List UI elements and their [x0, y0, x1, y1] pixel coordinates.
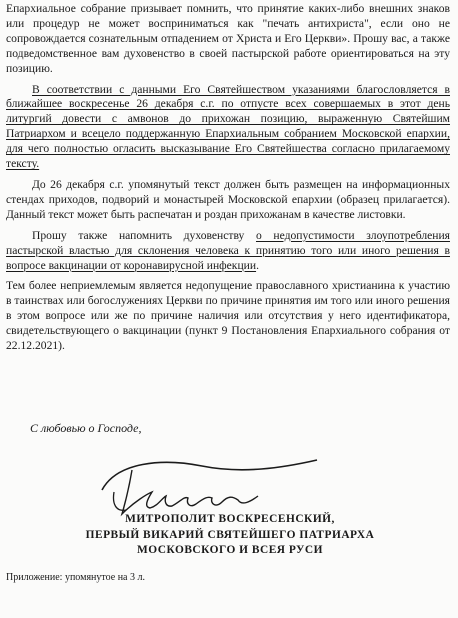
paragraph-blessing-instruction: В соответствии с данными Его Святейшеством указаниями благословляется в ближайшее воскресенье 26 декабря с.г. по отпусте всех совершаемых в этот день литургий довести с амвонов до прихожан позицию, выраженную Святейшим Патриархом и всецело поддержанную Епархиальным собранием Московской епархии, для чего полностью огласить высказывание Его Святейшества согласно прилагаемому тексту. — [6, 82, 450, 171]
paragraph-sacraments: Тем более неприемлемым является недопущение православного христианина к участию в таинствах или богослужениях Церкви по причине принятия им того или иного решения в этом вопросе или же по причине наличия или отсутствия у него идентификатора, свидетельствующего о вакцинации (пункт 9 Постановления Епархиального собрания от 22.12.2021). — [6, 279, 450, 353]
reminder-intro: Прошу также напомнить духовенству — [32, 228, 256, 242]
signatory-title — [60, 512, 400, 559]
letter-body — [6, 2, 450, 360]
reminder-end: . — [256, 258, 259, 272]
signatory-line-3: МОСКОВСКОГО И ВСЕЯ РУСИ — [137, 544, 323, 557]
signatory-line-1: МИТРОПОЛИТ ВОСКРЕСЕНСКИЙ, — [125, 513, 335, 525]
closing-salutation: С любовью о Господе, — [30, 421, 142, 435]
reminder-underlined: о недопустимости злоупотребления пастырской властью для склонения человека к принятию того или иного решения в вопросе вакцинации от коронавирусной инфекции — [6, 228, 450, 272]
attachment-note: Приложение: упомянутое на 3 л. — [6, 572, 145, 583]
paragraph-vaccination-position: Епархиальное собрание призывает помнить, что принятие каких-либо внешних знаков или процедур не может восприниматься как "печать антихриста", если оно не сопровождается сознательным отпадением от Христа и Его Церкви». Прошу вас, а также подведомственное вам духовенство в своей пастырской работе ориентироваться на эту позицию. — [6, 2, 450, 75]
signatory-line-2: ПЕРВЫЙ ВИКАРИЙ СВЯТЕЙШЕГО ПАТРИАРХА — [85, 528, 375, 541]
paragraph-clergy-reminder — [6, 229, 450, 274]
paragraph-notice-boards: До 26 декабря с.г. упомянутый текст должен быть размещен на информационных стендах приходов, подворий и монастырей Московской епархии (образец прилагается). Данный текст может быть распечатан и роздан прихожанам в качестве листовки. — [6, 177, 450, 221]
